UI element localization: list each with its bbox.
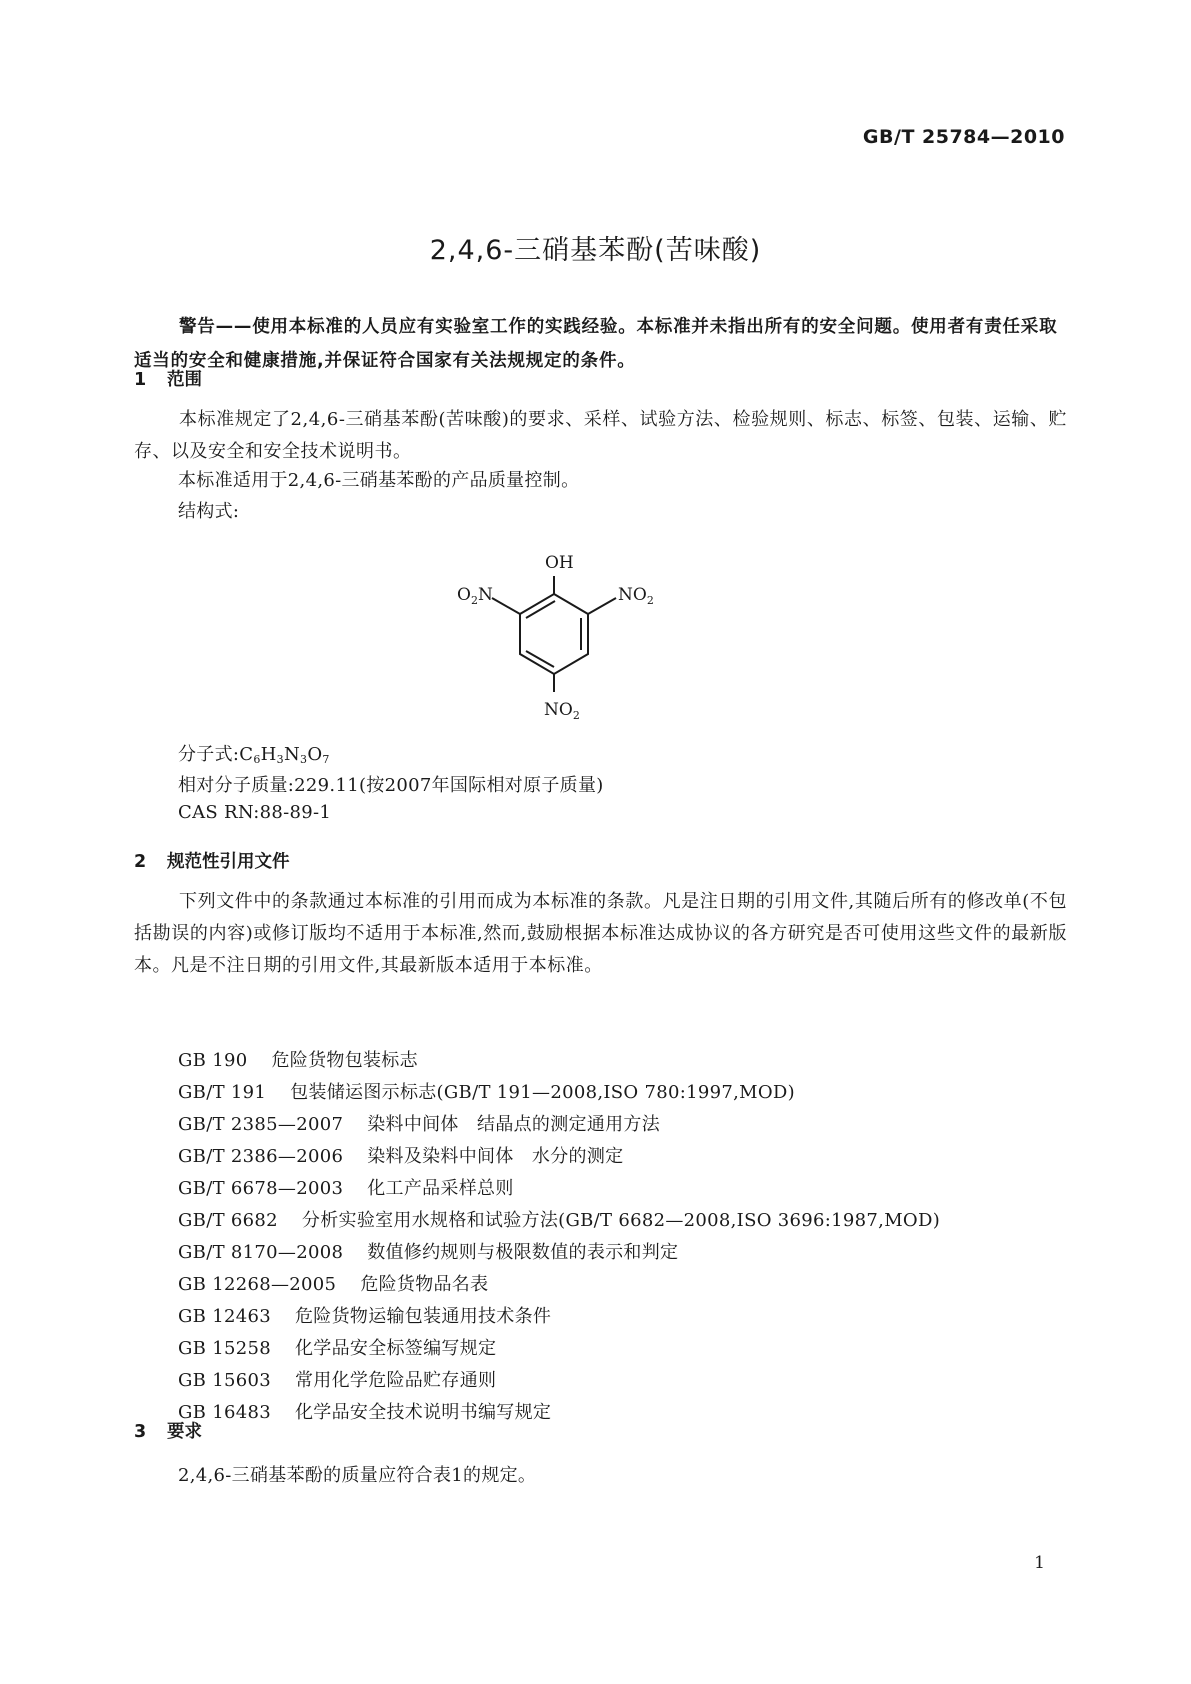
- reference-item: GB 12463 危险货物运输包装通用技术条件: [178, 1306, 552, 1327]
- standard-number: GB/T 25784—2010: [862, 126, 1065, 148]
- oh-label: OH: [545, 553, 574, 573]
- reference-item: GB/T 6682 分析实验室用水规格和试验方法(GB/T 6682—2008,ISO 3696:1987,MOD): [178, 1210, 941, 1231]
- section-title: 范围: [167, 370, 202, 390]
- section-1-heading: [134, 366, 202, 391]
- reference-item: GB 16483 化学品安全技术说明书编写规定: [178, 1402, 552, 1423]
- molecular-formula: 分子式:C6H3N3O7: [178, 744, 330, 766]
- reference-item: GB 15603 常用化学危险品贮存通则: [178, 1370, 497, 1391]
- document-title: 2,4,6-三硝基苯酚(苦味酸): [429, 235, 762, 266]
- scope-paragraph: 本标准规定了2,4,6-三硝基苯酚(苦味酸)的要求、采样、试验方法、检验规则、标志、标签、包装、运输、贮存、以及安全和安全技术说明书。: [134, 409, 1067, 462]
- molecular-mass: 相对分子质量:229.11(按2007年国际相对原子质量): [178, 775, 604, 796]
- structural-formula-diagram: [457, 553, 670, 730]
- reference-item: GB/T 8170—2008 数值修约规则与极限数值的表示和判定: [178, 1242, 679, 1263]
- section-number: 1: [134, 370, 147, 390]
- section-title: 规范性引用文件: [167, 852, 290, 872]
- section-3-heading: [134, 1418, 202, 1443]
- reference-item: GB 12268—2005 危险货物品名表: [178, 1274, 489, 1295]
- normative-references-paragraph: 下列文件中的条款通过本标准的引用而成为本标准的条款。凡是注日期的引用文件,其随后所有的修改单(不包括勘误的内容)或修订版均不适用于本标准,然而,鼓励根据本标准达成协议的各方研究是否可使用这些文件的最新版本。凡是不注日期的引用文件,其最新版本适用于本标准。: [134, 891, 1067, 976]
- reference-item: GB/T 191 包装储运图示标志(GB/T 191—2008,ISO 780:1997,MOD): [178, 1082, 795, 1103]
- left-no2-label: $O_2N$: [457, 585, 493, 607]
- bond-left-no2: [492, 598, 520, 614]
- structure-label: 结构式:: [178, 501, 240, 522]
- cas-number: CAS RN:88-89-1: [178, 802, 332, 823]
- section-title: 要求: [167, 1422, 202, 1442]
- applicability-text: 本标准适用于2,4,6-三硝基苯酚的产品质量控制。: [178, 470, 580, 491]
- section-number: 3: [134, 1422, 147, 1442]
- requirements-text: 2,4,6-三硝基苯酚的质量应符合表1的规定。: [178, 1465, 537, 1486]
- reference-item: GB/T 6678—2003 化工产品采样总则: [178, 1178, 514, 1199]
- section-2-heading: [134, 848, 290, 873]
- section-number: 2: [134, 852, 147, 872]
- reference-item: GB 15258 化学品安全标签编写规定: [178, 1338, 497, 1359]
- reference-item: GB/T 2386—2006 染料及染料中间体 水分的测定: [178, 1146, 624, 1167]
- warning-paragraph: 警告——使用本标准的人员应有实验室工作的实践经验。本标准并未指出所有的安全问题。使用者有责任采取适当的安全和健康措施,并保证符合国家有关法规规定的条件。: [134, 317, 1058, 371]
- bond-right-no2: [588, 598, 616, 614]
- benzene-ring: [492, 576, 616, 692]
- reference-item: GB/T 2385—2007 染料中间体 结晶点的测定通用方法: [178, 1114, 661, 1135]
- reference-list: [178, 1045, 940, 1429]
- reference-item: GB 190 危险货物包装标志: [178, 1050, 418, 1071]
- page-number: 1: [1034, 1553, 1045, 1573]
- bottom-no2-label: $NO_2$: [544, 700, 580, 722]
- right-no2-label: $NO_2$: [618, 585, 654, 607]
